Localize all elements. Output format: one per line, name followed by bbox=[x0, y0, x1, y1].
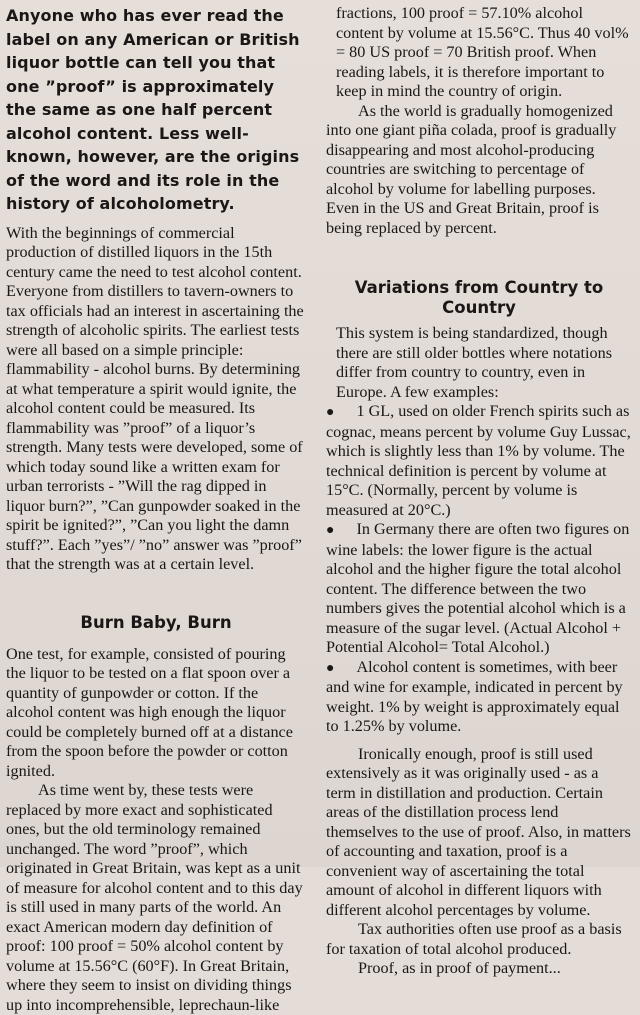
bullet-item bbox=[326, 402, 632, 520]
body-paragraph: As the world is gradually homogenized into one giant piña colada, proof is gradually disappearing and most alcohol-producing countries are switching to percentage of alcohol by volume for labelling purposes. Even in the US and Great Britain, proof is being replaced by percent. bbox=[326, 101, 617, 237]
bullet-item bbox=[326, 658, 632, 737]
body-paragraph: As time went by, these tests were replaced by more exact and sophisticated ones, but the old terminology remained unchanged. The word ”proof”, which originated in Great Britain, was kept as a unit of measure for alcohol content and to this day is still used in many parts of the world. An exact American modern day definition of proof: 100 proof = 50% alcohol content by volume at 15.56°C (60°F). In Great Britain, where they seem to insist on dividing things up into incomprehensible, leprechaun-like bbox=[6, 781, 303, 1014]
right-column bbox=[326, 4, 632, 979]
body-paragraph: fractions, 100 proof = 57.10% alcohol content by volume at 15.56°C. Thus 40 vol% = 80 US proof = 70 British proof. When reading labels, it is therefore important to keep in mind the country of origin. bbox=[336, 4, 629, 100]
body-paragraph: This system is being standardized, though there are still older bottles where notations differ from country to country, even in Europe. A few examples: bbox=[336, 324, 613, 401]
bullet-icon: ● bbox=[326, 405, 335, 420]
bullet-text: 1 GL, used on older French spirits such as cognac, means percent by volume Guy Lussac, which is slightly less than 1% by volume. The technical definition is percent by volume at 15°C. (Normally, percent by volume is measured at 20°C.) bbox=[326, 402, 631, 519]
body-paragraph: With the beginnings of commercial production of distilled liquors in the 15th century came the need to test alcohol content. Everyone from distillers to tavern-owners to tax officials had an interest in ascertaining the strength of alcoholic spirits. The earliest tests were all based on a simple principle: flammability - alcohol burns. By determining at what temperature a spirit would ignite, the alcohol content could be measured. Its flammability was ”proof” of a liquor’s strength. Many tests were developed, some of which today sound like a written exam for urban terrorists - ”Will the rag dipped in liquor burn?”, ”Can gunpowder soaked in the spirit be ignited?”, ”Can you light the damn stuff?”. Each ”yes”/ ”no” answer was ”proof” that the strength was at a certain level. bbox=[6, 223, 304, 573]
bullet-text: In Germany there are often two figures on wine labels: the lower figure is the actual alcohol and the higher figure the total alcohol content. The difference between the two numbers gives the potential alcohol which is a measure of the sugar level. (Actual Alcohol + Potential Alcohol= Total Alcohol.) bbox=[326, 520, 630, 656]
body-paragraph: Tax authorities often use proof as a basis for taxation of total alcohol produced. bbox=[326, 920, 622, 958]
bullet-icon: ● bbox=[326, 523, 335, 538]
bullet-text: Alcohol content is sometimes, with beer and wine for example, indicated in percent by weight. 1% by weight is approximately equal to 1.25% by volume. bbox=[326, 657, 623, 735]
body-paragraph: Proof, as in proof of payment... bbox=[358, 959, 561, 977]
bullet-item bbox=[326, 520, 632, 658]
left-column bbox=[6, 4, 306, 1015]
bullet-icon: ● bbox=[326, 660, 335, 676]
section-heading-variations: Variations from Country to Country bbox=[354, 278, 604, 317]
intro-paragraph: Anyone who has ever read the label on any American or British liquor bottle can tell you that one ”proof” is approximately the same as one half percent alcohol content. Less well-known, however, are the origins of the word and its role in the history of alcoholometry. bbox=[6, 6, 300, 213]
section-heading-burn: Burn Baby, Burn bbox=[80, 612, 232, 632]
body-paragraph: Ironically enough, proof is still used extensively as it was originally used - as a term in distillation and production. Certain areas of the distillation process lend themselves to the use of proof. Also, in matters of accounting and taxation, proof is a convenient way of ascertaining the total amount of alcohol in different liquors with different alcohol percentages by volume. bbox=[326, 744, 631, 919]
body-paragraph: One test, for example, consisted of pouring the liquor to be tested on a flat spoon over a quantity of gunpowder or cotton. If the alcohol content was high enough the liquor could be completely burned off at a distance from the spoon before the powder or cotton ignited. bbox=[6, 644, 293, 780]
